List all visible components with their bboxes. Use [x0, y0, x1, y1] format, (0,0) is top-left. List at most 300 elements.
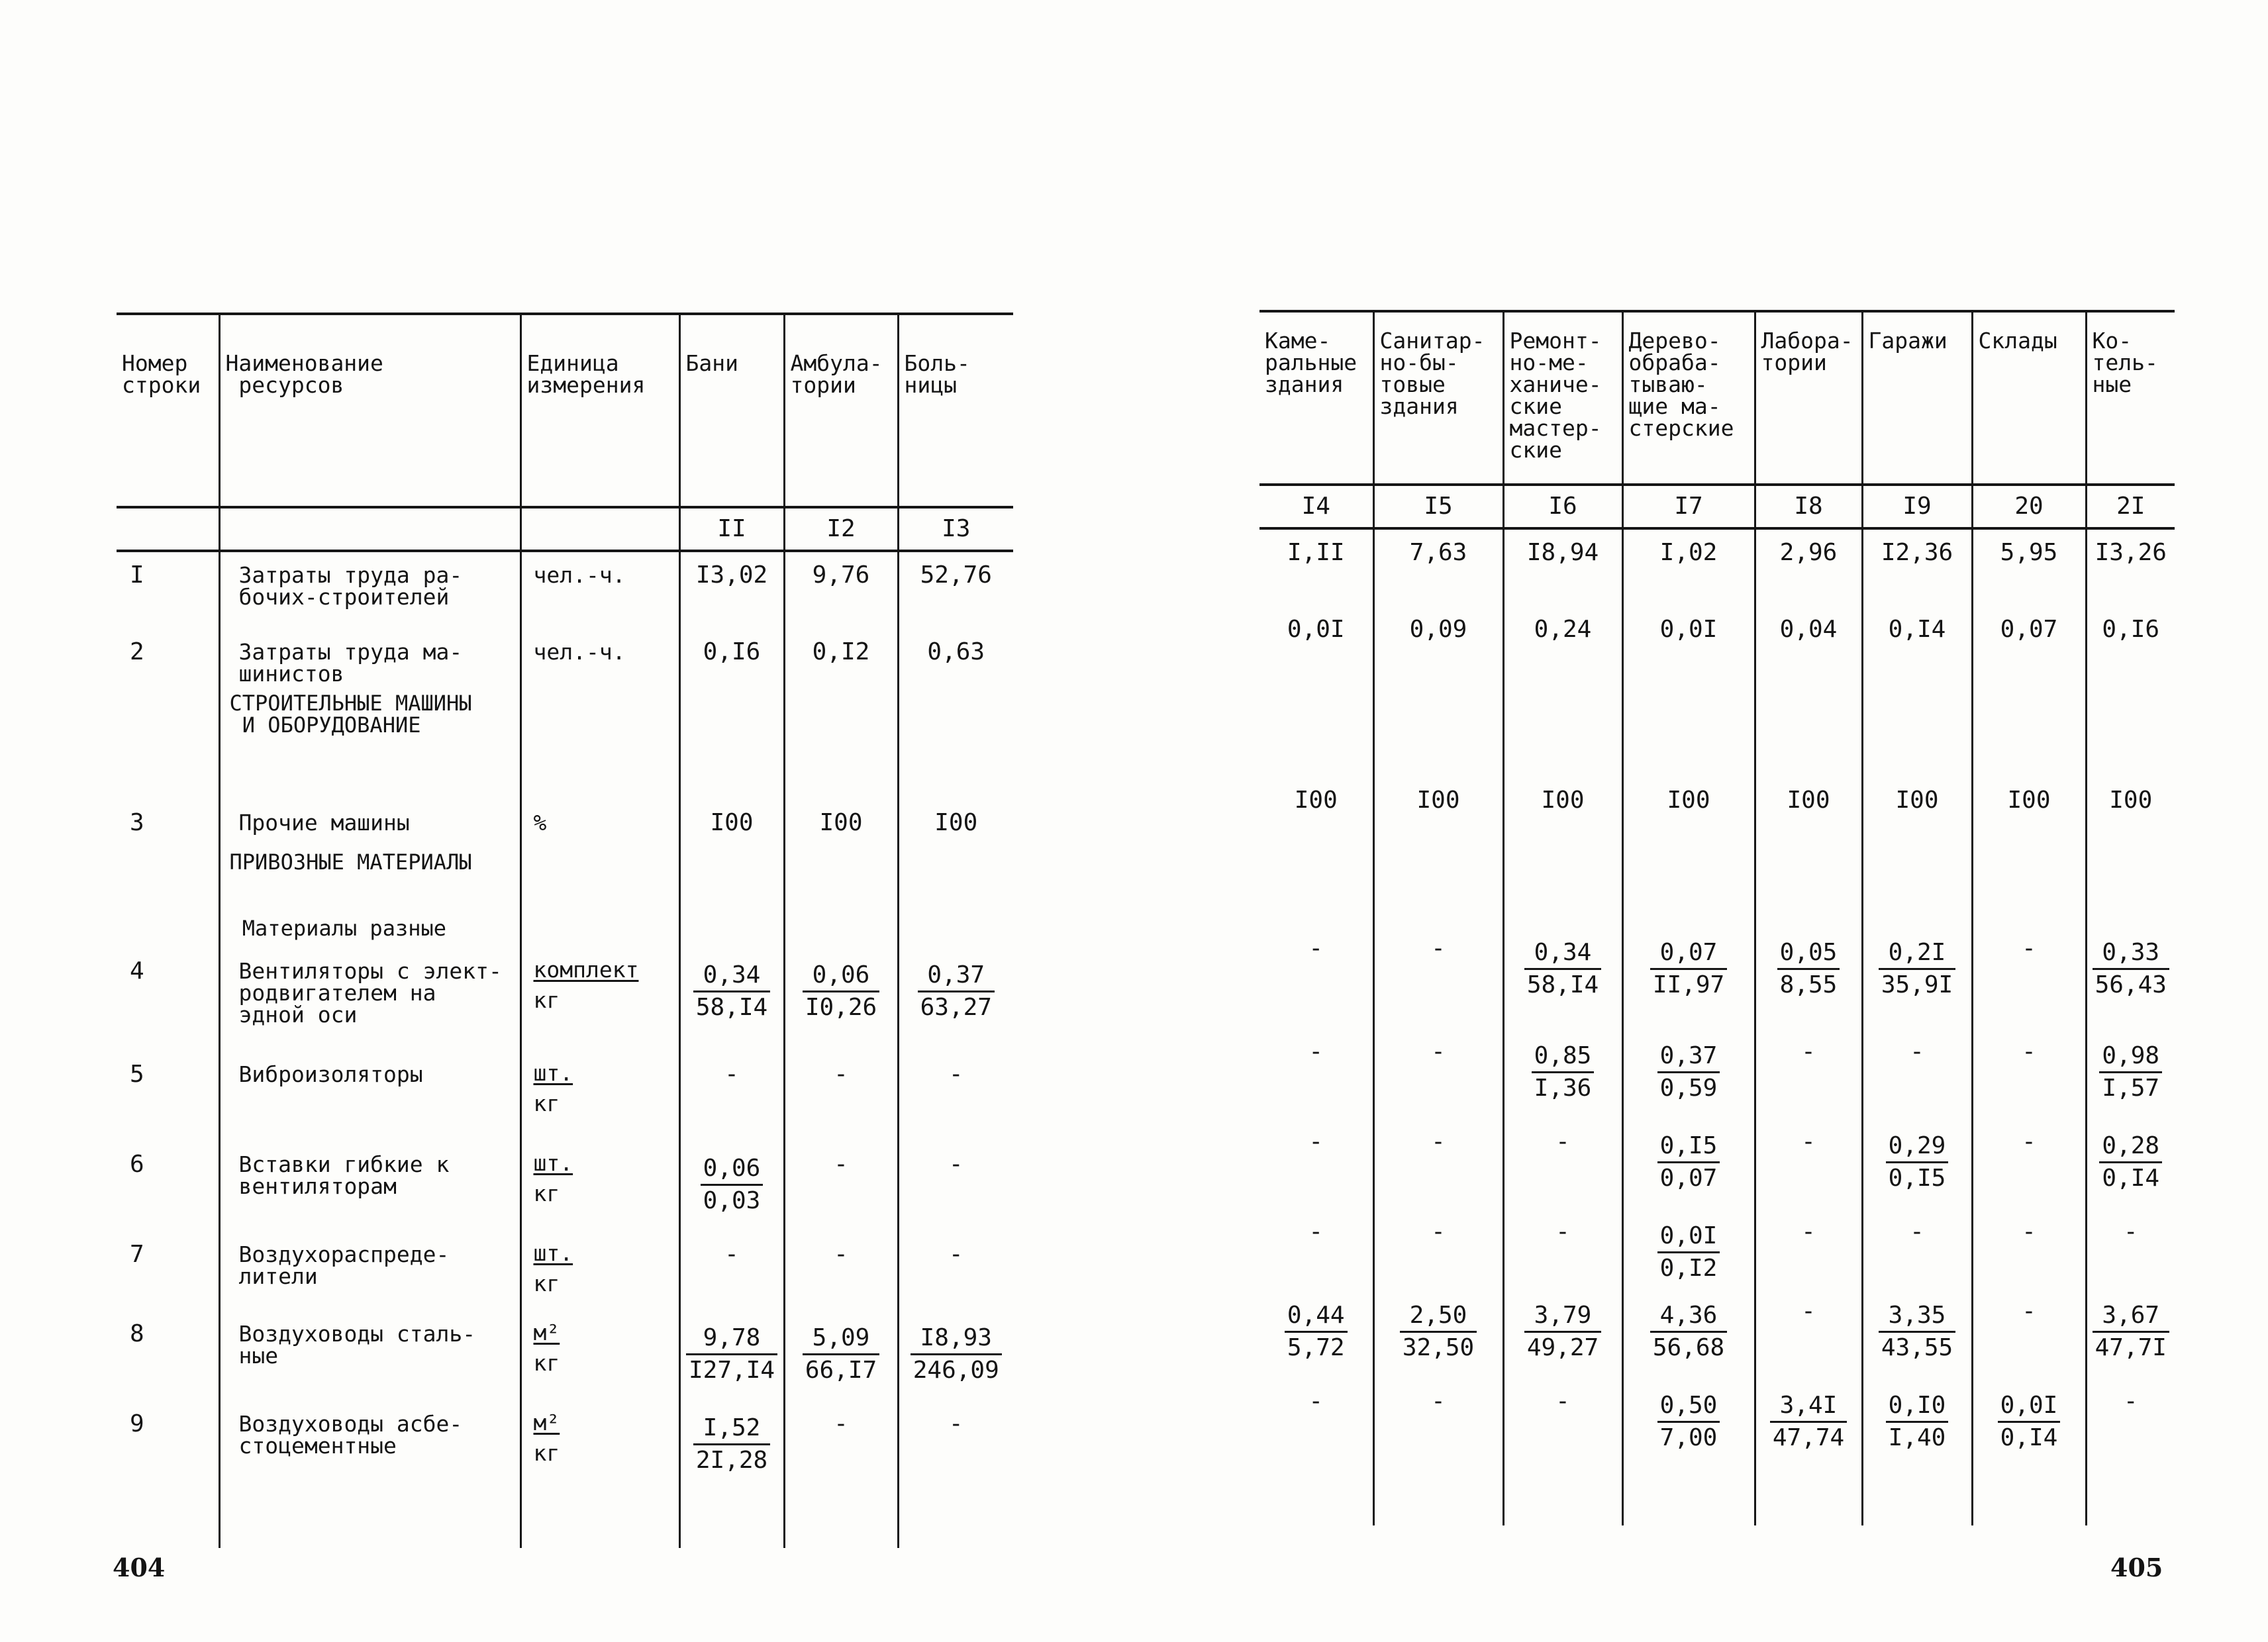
value-cell: I00	[1622, 777, 1755, 824]
empty-cell	[1259, 890, 1373, 926]
empty-cell	[1755, 1484, 1862, 1525]
value-cell: I,II	[1287, 539, 1345, 566]
value-cell: -	[784, 1401, 898, 1507]
fraction-denominator: I0,26	[805, 994, 877, 1021]
fraction-numerator: 0,50	[1657, 1390, 1720, 1423]
value-cell	[679, 948, 784, 1051]
fraction-denominator: 66,I7	[805, 1357, 877, 1384]
unit-denominator: кг	[533, 1090, 560, 1116]
value-cell	[1622, 1209, 1755, 1288]
fraction-numerator: 0,I5	[1657, 1131, 1720, 1163]
empty-cell	[520, 846, 679, 912]
unit-cell	[520, 1311, 679, 1401]
table-row	[1259, 1378, 2175, 1484]
column-header: Каме- ральные здания	[1259, 311, 1373, 485]
fraction-value	[1524, 1300, 1601, 1363]
value-cell	[1755, 926, 1862, 1029]
value-cell: I8,94	[1503, 528, 1622, 606]
right-table-body	[1259, 528, 2175, 1525]
row-number: 4	[130, 957, 144, 985]
value-cell: I,02	[1622, 528, 1755, 606]
empty-cell	[1373, 890, 1503, 926]
fraction-value	[1886, 1131, 1949, 1194]
value-cell: -	[1308, 1388, 1324, 1415]
row-number: 8	[130, 1320, 144, 1347]
fraction-value	[803, 1323, 879, 1386]
fraction-denominator: 49,27	[1526, 1334, 1599, 1361]
column-header: Ко- тель- ные	[2086, 311, 2175, 485]
table-row	[1259, 777, 2175, 824]
value-cell	[1862, 926, 1972, 1029]
fraction-denominator: 58,I4	[695, 994, 768, 1021]
fraction-numerator: I,52	[693, 1413, 770, 1445]
unit-denominator: кг	[533, 1271, 560, 1296]
column-header: Дерево- обраба- тываю- щие ма- стерские	[1622, 311, 1755, 485]
value-cell: I00	[1862, 777, 1972, 824]
fraction-value	[693, 960, 770, 1023]
resource-name: Воздухораспреде- лители	[219, 1232, 520, 1311]
column-header: Наименование ресурсов	[219, 314, 520, 507]
value-cell: -	[1503, 1378, 1622, 1484]
column-header: Номер строки	[117, 314, 219, 507]
table-row	[117, 1401, 1013, 1507]
fraction-numerator: 0,2I	[1879, 938, 1955, 970]
value-cell	[784, 948, 898, 1051]
empty-cell	[520, 687, 679, 800]
empty-cell	[1503, 824, 1622, 890]
fraction-numerator: 0,06	[701, 1153, 764, 1186]
fraction-value	[1886, 1390, 1949, 1453]
fraction-numerator: 9,78	[686, 1323, 777, 1355]
value-cell: 0,04	[1755, 606, 1862, 665]
column-header: Амбула- тории	[784, 314, 898, 507]
table-row	[1259, 528, 2175, 606]
value-cell: -	[898, 1051, 1013, 1141]
resource-name: Вставки гибкие к вентиляторам	[219, 1141, 520, 1232]
unit-numerator: шт.	[533, 1060, 573, 1086]
table-row	[1259, 926, 2175, 1029]
fraction-denominator: I,57	[2102, 1075, 2160, 1102]
right-page	[1134, 0, 2268, 1642]
row-number: 6	[130, 1151, 144, 1178]
empty-cell	[1622, 890, 1755, 926]
unit-numerator: м²	[533, 1410, 560, 1435]
table-row	[117, 551, 1013, 629]
section-row	[1259, 824, 2175, 890]
section-row	[117, 846, 1013, 912]
table-row	[1259, 1288, 2175, 1378]
page-number-left: 404	[113, 1553, 166, 1582]
value-cell: I00	[1972, 777, 2086, 824]
value-cell: I00	[2086, 777, 2175, 824]
empty-cell	[679, 1507, 784, 1548]
empty-cell	[1755, 824, 1862, 890]
fraction-numerator: 0,34	[693, 960, 770, 992]
row-number: 7	[130, 1241, 144, 1268]
fraction-value	[1770, 1390, 1847, 1453]
fraction-numerator: 0,0I	[1998, 1390, 2061, 1423]
fraction-numerator: 0,37	[918, 960, 995, 992]
value-cell	[679, 1141, 784, 1232]
table-row	[1259, 1209, 2175, 1288]
value-cell: 9,76	[784, 551, 898, 629]
fraction-value	[1657, 1041, 1720, 1104]
fraction-value	[1777, 938, 1840, 1000]
value-cell: -	[1373, 1029, 1503, 1119]
resource-name: Виброизоляторы	[219, 1051, 520, 1141]
fraction-numerator: 0,29	[1886, 1131, 1949, 1163]
value-cell	[679, 1311, 784, 1401]
fraction-denominator: 5,72	[1287, 1334, 1345, 1361]
value-cell: 0,63	[898, 629, 1013, 687]
value-cell: -	[784, 1232, 898, 1311]
fraction-numerator: 0,0I	[1657, 1221, 1720, 1253]
empty-cell	[784, 1507, 898, 1548]
resource-name: Затраты труда ма- шинистов	[219, 629, 520, 687]
fraction-numerator: 3,79	[1524, 1300, 1601, 1333]
fraction-numerator: I8,93	[911, 1323, 1002, 1355]
section-heading: СТРОИТЕЛЬНЫЕ МАШИНЫ И ОБОРУДОВАНИЕ	[219, 687, 520, 800]
section-row	[117, 912, 1013, 948]
row-number: 2	[130, 638, 144, 665]
unit-cell: чел.-ч.	[520, 551, 679, 629]
unit-numerator: комплект	[533, 957, 639, 983]
unit-denominator: кг	[533, 1350, 560, 1376]
value-cell: -	[1373, 926, 1503, 1029]
value-cell: -	[1373, 1378, 1503, 1484]
unit-numerator: м²	[533, 1320, 560, 1345]
fraction-value	[693, 1413, 770, 1476]
fraction-denominator: 0,I2	[1659, 1255, 1718, 1282]
empty-cell	[520, 912, 679, 948]
empty-cell	[679, 846, 784, 912]
fraction-value	[1657, 1131, 1720, 1194]
unit-cell	[520, 1051, 679, 1141]
value-cell: I00	[1755, 777, 1862, 824]
empty-cell	[1259, 1484, 1373, 1525]
unit-cell	[520, 948, 679, 1051]
value-cell: 7,63	[1373, 528, 1503, 606]
empty-cell	[1259, 824, 1373, 890]
section-row	[117, 687, 1013, 800]
column-header: Ремонт- но-ме- ханиче- ские мастер- ские	[1503, 311, 1622, 485]
unit-cell: %	[520, 800, 679, 846]
value-cell: -	[1755, 1119, 1862, 1209]
right-resource-table	[1259, 310, 2175, 1525]
column-number: 2I	[2086, 485, 2175, 528]
fraction-value	[2099, 1131, 2162, 1194]
value-cell	[679, 1401, 784, 1507]
empty-cell	[1972, 890, 2086, 926]
fraction-denominator: 47,74	[1772, 1424, 1845, 1451]
empty-cell	[1972, 1484, 2086, 1525]
value-cell	[898, 1311, 1013, 1401]
left-resource-table	[117, 313, 1013, 1548]
empty-cell	[1862, 665, 1972, 777]
value-cell	[1622, 926, 1755, 1029]
table-row	[1259, 1029, 2175, 1119]
unit-numerator: шт.	[533, 1240, 573, 1266]
resource-name: Вентиляторы с элект- родвигателем на эдной оси	[219, 948, 520, 1051]
fraction-value	[918, 960, 995, 1023]
table-row	[117, 1141, 1013, 1232]
value-cell	[1259, 1288, 1373, 1378]
value-cell: -	[2086, 1209, 2175, 1288]
column-number: II	[679, 507, 784, 551]
fraction-numerator: 0,98	[2099, 1041, 2162, 1073]
fraction-denominator: 0,I4	[2000, 1424, 2058, 1451]
empty-cell	[117, 1507, 219, 1548]
fraction-value	[1998, 1390, 2061, 1453]
fraction-value	[2093, 938, 2169, 1000]
row-number: I	[130, 561, 144, 589]
value-cell: -	[1308, 1038, 1324, 1065]
unit-denominator: кг	[533, 1181, 560, 1206]
fraction-value	[686, 1323, 777, 1386]
column-number: I6	[1503, 485, 1622, 528]
fraction-value	[1879, 1300, 1955, 1363]
value-cell: 0,24	[1503, 606, 1622, 665]
value-cell: -	[679, 1232, 784, 1311]
value-cell	[1622, 1119, 1755, 1209]
value-cell: -	[1373, 1119, 1503, 1209]
empty-cell	[1622, 1484, 1755, 1525]
fraction-denominator: I27,I4	[688, 1357, 775, 1384]
fraction-denominator: 0,59	[1659, 1075, 1718, 1102]
value-cell	[784, 1311, 898, 1401]
fraction-value	[1650, 1300, 1727, 1363]
value-cell: -	[898, 1141, 1013, 1232]
empty-cell	[784, 912, 898, 948]
fraction-denominator: 2I,28	[695, 1447, 768, 1474]
fraction-numerator: 0,33	[2093, 938, 2169, 970]
value-cell: -	[1308, 1218, 1324, 1245]
fraction-numerator: 0,06	[803, 960, 879, 992]
value-cell	[1503, 1029, 1622, 1119]
empty-cell	[2086, 1484, 2175, 1525]
empty-cell	[784, 687, 898, 800]
fraction-denominator: 58,I4	[1526, 971, 1599, 998]
table-row	[1259, 1119, 2175, 1209]
fraction-value	[2093, 1300, 2169, 1363]
fraction-numerator: 0,I0	[1886, 1390, 1949, 1423]
table-row	[117, 1051, 1013, 1141]
empty-cell	[1259, 665, 1373, 777]
empty-cell	[2086, 824, 2175, 890]
resource-name: Воздуховоды асбе- стоцементные	[219, 1401, 520, 1507]
table-row	[117, 629, 1013, 687]
left-column-number-row	[117, 507, 1013, 551]
fraction-value	[1657, 1221, 1720, 1284]
empty-cell	[679, 912, 784, 948]
table-row	[1259, 606, 2175, 665]
value-cell: -	[1308, 935, 1324, 962]
fraction-numerator: 4,36	[1650, 1300, 1727, 1333]
value-cell: -	[1503, 1119, 1622, 1209]
empty-cell	[1503, 665, 1622, 777]
fraction-numerator: 0,34	[1524, 938, 1601, 970]
resource-name: Прочие машины	[219, 800, 520, 846]
left-header-row	[117, 314, 1013, 507]
fraction-numerator: 0,07	[1650, 938, 1727, 970]
value-cell: 0,0I	[1622, 606, 1755, 665]
value-cell	[1862, 1378, 1972, 1484]
fraction-denominator: 0,I4	[2102, 1165, 2160, 1192]
fraction-numerator: 0,28	[2099, 1131, 2162, 1163]
column-header: Санитар- но-бы- товые здания	[1373, 311, 1503, 485]
column-header: Гаражи	[1862, 311, 1972, 485]
column-number	[219, 507, 520, 551]
section-row	[1259, 890, 2175, 926]
column-header: Лабора- тории	[1755, 311, 1862, 485]
empty-cell	[2086, 665, 2175, 777]
fraction-numerator: 0,05	[1777, 938, 1840, 970]
fraction-denominator: I,40	[1888, 1424, 1946, 1451]
bottom-spacer-row	[1259, 1484, 2175, 1525]
empty-cell	[1755, 665, 1862, 777]
fraction-denominator: 47,7I	[2095, 1334, 2167, 1361]
value-cell: 0,I2	[784, 629, 898, 687]
value-cell	[1503, 1288, 1622, 1378]
table-row	[117, 1311, 1013, 1401]
column-number: I2	[784, 507, 898, 551]
value-cell	[1622, 1378, 1755, 1484]
value-cell: 52,76	[898, 551, 1013, 629]
fraction-denominator: 246,09	[912, 1357, 999, 1384]
fraction-value	[701, 1153, 764, 1216]
value-cell	[1862, 1119, 1972, 1209]
value-cell: 0,I6	[2086, 606, 2175, 665]
unit-denominator: кг	[533, 987, 560, 1013]
value-cell: 0,I4	[1862, 606, 1972, 665]
column-number: I7	[1622, 485, 1755, 528]
value-cell: -	[1503, 1209, 1622, 1288]
value-cell: -	[1755, 1288, 1862, 1378]
value-cell: 2,96	[1755, 528, 1862, 606]
value-cell: -	[2086, 1378, 2175, 1484]
fraction-denominator: II,97	[1652, 971, 1725, 998]
empty-cell	[2086, 890, 2175, 926]
value-cell	[1862, 1288, 1972, 1378]
value-cell	[1755, 1378, 1862, 1484]
value-cell: I00	[1373, 777, 1503, 824]
empty-cell	[1503, 1484, 1622, 1525]
column-number: I9	[1862, 485, 1972, 528]
fraction-numerator: 0,37	[1657, 1041, 1720, 1073]
unit-cell	[520, 1141, 679, 1232]
fraction-value	[1650, 938, 1727, 1000]
fraction-value	[803, 960, 879, 1023]
value-cell: I3,02	[679, 551, 784, 629]
section-row	[1259, 665, 2175, 777]
value-cell	[2086, 1288, 2175, 1378]
fraction-denominator: 35,9I	[1881, 971, 1953, 998]
value-cell: I00	[1503, 777, 1622, 824]
fraction-denominator: 63,27	[920, 994, 992, 1021]
fraction-numerator: 0,44	[1285, 1300, 1348, 1333]
column-number	[117, 507, 219, 551]
value-cell: -	[1862, 1209, 1972, 1288]
row-number: 5	[130, 1061, 144, 1088]
value-cell: I00	[784, 800, 898, 846]
value-cell: -	[1972, 1288, 2086, 1378]
fraction-value	[1285, 1300, 1348, 1363]
page-number-right: 405	[2110, 1553, 2163, 1582]
column-header: Бани	[679, 314, 784, 507]
empty-cell	[520, 1507, 679, 1548]
value-cell: -	[1972, 1119, 2086, 1209]
value-cell	[1622, 1029, 1755, 1119]
empty-cell	[898, 1507, 1013, 1548]
value-cell	[1373, 1288, 1503, 1378]
right-header-row	[1259, 311, 2175, 485]
section-heading: ПРИВОЗНЫЕ МАТЕРИАЛЫ	[219, 846, 520, 912]
value-cell: -	[898, 1401, 1013, 1507]
bottom-spacer-row	[117, 1507, 1013, 1548]
fraction-numerator: 0,85	[1532, 1041, 1595, 1073]
empty-cell	[1503, 890, 1622, 926]
unit-cell	[520, 1401, 679, 1507]
fraction-value	[911, 1323, 1002, 1386]
value-cell: -	[1373, 1209, 1503, 1288]
fraction-numerator: 3,4I	[1770, 1390, 1847, 1423]
value-cell: -	[898, 1232, 1013, 1311]
value-cell: 0,09	[1373, 606, 1503, 665]
fraction-denominator: 8,55	[1779, 971, 1838, 998]
row-number-cell	[117, 687, 219, 800]
empty-cell	[784, 846, 898, 912]
column-number: 20	[1972, 485, 2086, 528]
resource-name: Воздуховоды сталь- ные	[219, 1311, 520, 1401]
column-number	[520, 507, 679, 551]
fraction-denominator: 0,07	[1659, 1165, 1718, 1192]
empty-cell	[898, 846, 1013, 912]
fraction-numerator: 3,35	[1879, 1300, 1955, 1333]
empty-cell	[1755, 890, 1862, 926]
left-table-body	[117, 551, 1013, 1548]
value-cell: 0,0I	[1287, 616, 1345, 643]
value-cell: -	[1308, 1128, 1324, 1155]
unit-cell	[520, 1232, 679, 1311]
fraction-denominator: 0,03	[703, 1187, 761, 1214]
fraction-value	[2099, 1041, 2162, 1104]
value-cell: -	[1755, 1029, 1862, 1119]
unit-numerator: шт.	[533, 1150, 573, 1176]
row-number: 3	[130, 809, 144, 836]
value-cell: I3,26	[2086, 528, 2175, 606]
value-cell: -	[1862, 1029, 1972, 1119]
empty-cell	[219, 1507, 520, 1548]
value-cell	[2086, 1029, 2175, 1119]
value-cell	[1622, 1288, 1755, 1378]
fraction-value	[1532, 1041, 1595, 1104]
value-cell: -	[784, 1051, 898, 1141]
row-number-cell	[117, 912, 219, 948]
empty-cell	[1622, 824, 1755, 890]
value-cell	[2086, 1119, 2175, 1209]
value-cell: I00	[898, 800, 1013, 846]
empty-cell	[1622, 665, 1755, 777]
value-cell: -	[1972, 926, 2086, 1029]
section-heading: Материалы разные	[219, 912, 520, 948]
value-cell: -	[1972, 1029, 2086, 1119]
table-row	[117, 948, 1013, 1051]
table-row	[117, 1232, 1013, 1311]
column-header: Склады	[1972, 311, 2086, 485]
value-cell	[1503, 926, 1622, 1029]
column-header: Единица измерения	[520, 314, 679, 507]
empty-cell	[1862, 824, 1972, 890]
